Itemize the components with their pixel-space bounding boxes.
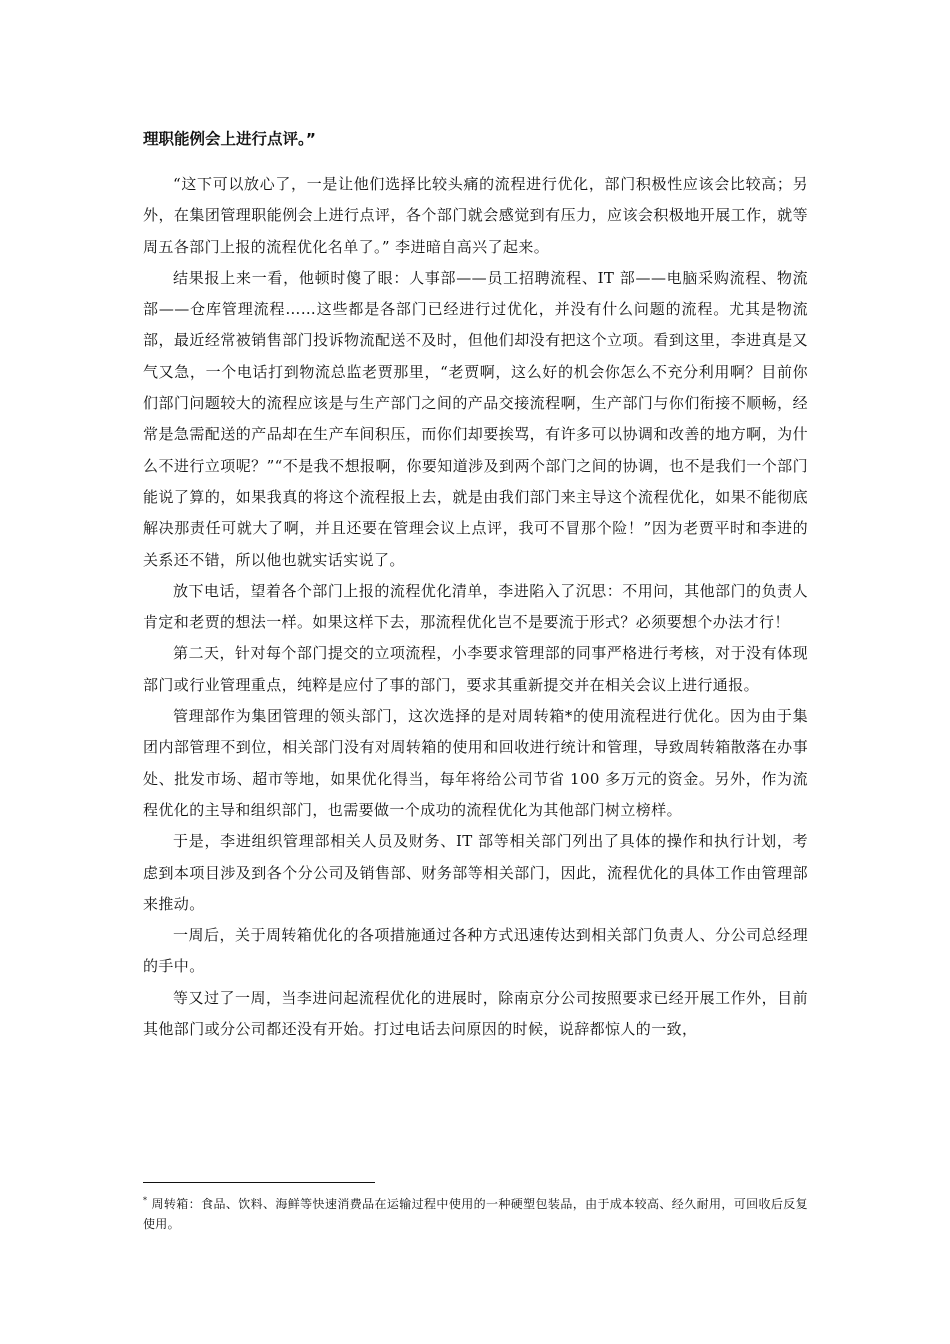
body-text	[143, 169, 808, 1045]
footnote-divider	[143, 1182, 375, 1183]
paragraph: 结果报上来一看，他顿时傻了眼：人事部——员工招聘流程、IT 部——电脑采购流程、物流部——仓库管理流程……这些都是各部门已经进行过优化，并没有什么问题的流程。尤其是物流部，最近经常被销售部门投诉物流配送不及时，但他们却没有把这个立项。看到这里，李进真是又气又急，一个电话打到物流总监老贾那里，“老贾啊，这么好的机会你怎么不充分利用啊？目前你们部门问题较大的流程应该是与生产部门之间的产品交接流程啊，生产部门与你们衔接不顺畅，经常是急需配送的产品却在生产车间积压，而你们却要挨骂，有许多可以协调和改善的地方啊，为什么不进行立项呢？”“不是我不想报啊，你要知道涉及到两个部门之间的协调，也不是我们一个部门能说了算的，如果我真的将这个流程报上去，就是由我们部门来主导这个流程优化，如果不能彻底解决那责任可就大了啊，并且还要在管理会议上点评，我可不冒那个险！”因为老贾平时和李进的关系还不错，所以他也就实话实说了。	[143, 268, 808, 569]
footnote	[143, 1194, 808, 1234]
footnote-text: 周转箱：食品、饮料、海鲜等快速消费品在运输过程中使用的一种硬塑包装品，由于成本较高、经久耐用，可回收后反复使用。	[143, 1197, 808, 1231]
paragraph: 管理部作为集团管理的领头部门，这次选择的是对周转箱*的使用流程进行优化。因为由于集团内部管理不到位，相关部门没有对周转箱的使用和回收进行统计和管理，导致周转箱散落在办事处、批发市场、超市等地，如果优化得当，每年将给公司节省 100 多万元的资金。另外，作为流程优化的主导和组织部门，也需要做一个成功的流程优化为其他部门树立榜样。	[143, 707, 808, 819]
paragraph: 于是，李进组织管理部相关人员及财务、IT 部等相关部门列出了具体的操作和执行计划，考虑到本项目涉及到各个分公司及销售部、财务部等相关部门，因此，流程优化的具体工作由管理部来推动。	[143, 832, 808, 913]
footnote-mark: *	[143, 1196, 148, 1205]
paragraph: 等又过了一周，当李进问起流程优化的进展时，除南京分公司按照要求已经开展工作外，目前其他部门或分公司都还没有开始。打过电话去问原因的时候，说辞都惊人的一致，	[143, 988, 808, 1039]
paragraph: “这下可以放心了，一是让他们选择比较头痛的流程进行优化，部门积极性应该会比较高；另外，在集团管理职能例会上进行点评，各个部门就会感觉到有压力，应该会积极地开展工作，就等周五各部门上报的流程优化名单了。” 李进暗自高兴了起来。	[143, 175, 808, 256]
continued-line: 理职能例会上进行点评。”	[143, 130, 316, 148]
paragraph: 第二天，针对每个部门提交的立项流程，小李要求管理部的同事严格进行考核，对于没有体现部门或行业管理重点，纯粹是应付了事的部门，要求其重新提交并在相关会议上进行通报。	[143, 644, 808, 694]
paragraph: 一周后，关于周转箱优化的各项措施通过各种方式迅速传达到相关部门负责人、分公司总经理的手中。	[143, 926, 808, 976]
paragraph: 放下电话，望着各个部门上报的流程优化清单，李进陷入了沉思：不用问，其他部门的负责人肯定和老贾的想法一样。如果这样下去，那流程优化岂不是要流于形式？必须要想个办法才行！	[143, 581, 808, 632]
